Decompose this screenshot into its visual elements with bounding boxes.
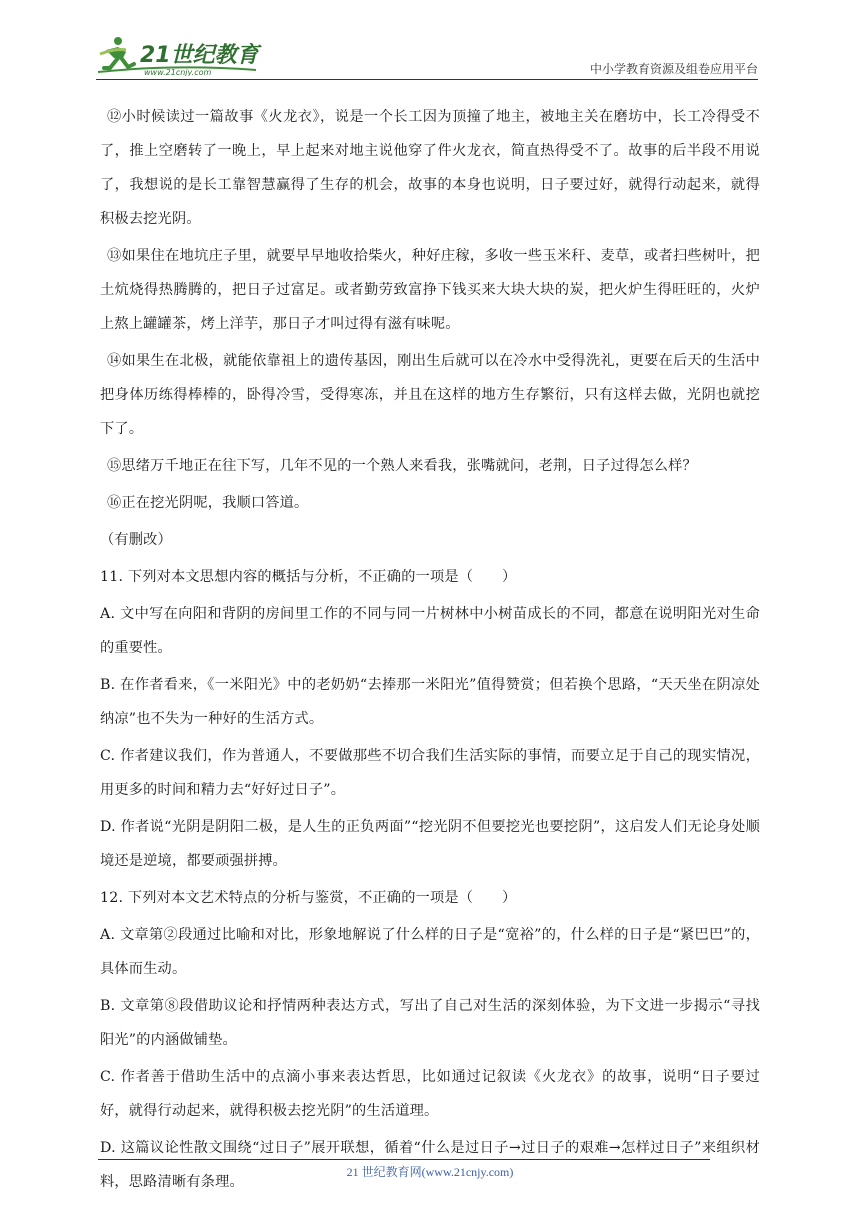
svg-text:21世纪教育: 21世纪教育 xyxy=(140,43,259,68)
question-11-stem: 11. 下列对本文思想内容的概括与分析，不正确的一项是（ ） xyxy=(100,569,517,585)
source-note: （有删改） xyxy=(100,532,172,548)
header-divider xyxy=(96,79,758,80)
platform-name: 中小学教育资源及组卷应用平台 xyxy=(589,62,758,76)
document-body xyxy=(100,100,760,1202)
svg-text:www.21cnjy.com: www.21cnjy.com xyxy=(144,68,212,76)
logo-graphic xyxy=(96,34,266,76)
page-header xyxy=(96,30,758,80)
question-11-option-b: B. 在作者看来，《一米阳光》中的老奶奶“去捧那一米阳光”值得赞赏；但若换个思路，“天天坐在阴凉处纳凉”也不失为一种好的生活方式。 xyxy=(100,677,760,727)
question-12-option-a: A. 文章第②段通过比喻和对比，形象地解说了什么样的日子是“宽裕”的，什么样的日子是“紧巴巴”的，具体而生动。 xyxy=(100,927,760,977)
logo xyxy=(96,34,266,76)
footer-divider xyxy=(98,1159,710,1160)
question-12-option-c: C. 作者善于借助生活中的点滴小事来表达哲思，比如通过记叙读《火龙衣》的故事，说明“日子要过好，就得行动起来，就得积极去挖光阴”的生活道理。 xyxy=(100,1069,760,1119)
footer-link[interactable]: 21 世纪教育网(www.21cnjy.com) xyxy=(346,1165,514,1179)
paragraph-13: ⑬如果住在地坑庄子里，就要早早地收拾柴火，种好庄稼，多收一些玉米秆、麦草，或者扫些树叶，把土炕烧得热腾腾的，把日子过富足。或者勤劳致富挣下钱买来大块大块的炭，把火炉生得旺旺的，火炉上熬上罐罐茶，烤上洋芋，那日子才叫过得有滋有味呢。 xyxy=(100,248,760,332)
paragraph-12: ⑫小时候读过一篇故事《火龙衣》，说是一个长工因为顶撞了地主，被地主关在磨坊中，长工冷得受不了，推上空磨转了一晚上，早上起来对地主说他穿了件火龙衣，简直热得受不了。故事的后半段不用说了，我想说的是长工靠智慧赢得了生存的机会，故事的本身也说明，日子要过好，就得行动起来，就得积极去挖光阴。 xyxy=(100,109,760,227)
question-12-option-b: B. 文章第⑧段借助议论和抒情两种表达方式，写出了自己对生活的深刻体验，为下文进一步揭示“寻找阳光”的内涵做铺垫。 xyxy=(100,998,760,1048)
question-11-option-c: C. 作者建议我们，作为普通人，不要做那些不切合我们生活实际的事情，而要立足于自己的现实情况，用更多的时间和精力去“好好过日子”。 xyxy=(100,748,760,798)
paragraph-14: ⑭如果生在北极，就能依靠祖上的遗传基因，刚出生后就可以在冷水中受得洗礼，更要在后天的生活中把身体历练得棒棒的，卧得冷雪，受得寒冻，并且在这样的地方生存繁衍，只有这样去做，光阴也就挖下了。 xyxy=(100,353,760,437)
paragraph-16: ⑯正在挖光阴呢，我顺口答道。 xyxy=(107,495,309,511)
paragraph-15: ⑮思绪万千地正在往下写，几年不见的一个熟人来看我，张嘴就问，老荆，日子过得怎么样？ xyxy=(107,458,697,474)
question-12-option-d: D. 这篇议论性散文围绕“过日子”展开联想，循着“什么是过日子→过日子的艰难→怎样过日子”来组织材料，思路清晰有条理。 xyxy=(100,1140,760,1190)
question-12-stem: 12. 下列对本文艺术特点的分析与鉴赏，不正确的一项是（ ） xyxy=(100,890,517,906)
question-11-option-a: A. 文中写在向阳和背阴的房间里工作的不同与同一片树林中小树苗成长的不同，都意在说明阳光对生命的重要性。 xyxy=(100,606,760,656)
question-11-option-d: D. 作者说“光阴是阴阳二极，是人生的正负两面”“挖光阴不但要挖光也要挖阴”，这启发人们无论身处顺境还是逆境，都要顽强拼搏。 xyxy=(100,819,760,869)
